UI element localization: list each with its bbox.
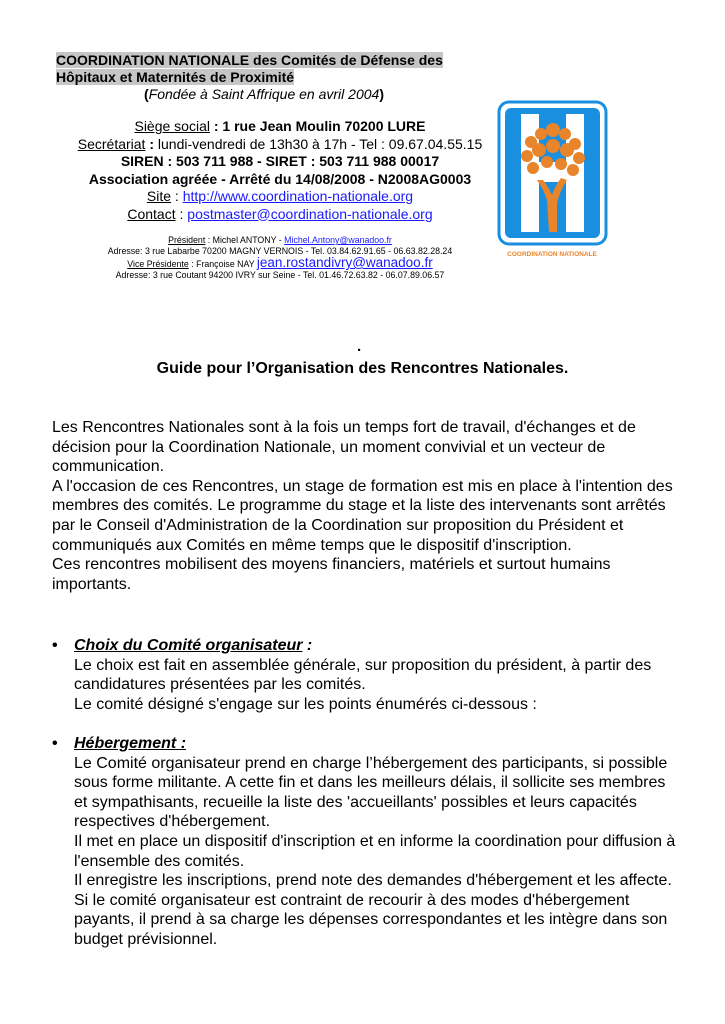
section-paragraph: Si le comité organisateur est contraint de recourir à des modes d'hébergement payants, il prend à sa charge les dépenses correspondantes et les intègre dans son budget prévisionnel. (74, 891, 668, 948)
org-name-line2: Hôpitaux et Maternités de Proximité (56, 69, 295, 85)
organization-header (56, 52, 443, 103)
vp-email-link[interactable]: jean.rostandivry@wanadoo.fr (256, 255, 433, 270)
siren-line: SIREN : 503 711 988 - SIRET : 503 711 988 00017 (120, 153, 440, 169)
president-line: Président : Michel ANTONY - Michel.Antony@wanadoo.fr (168, 235, 392, 245)
agreement-line: Association agréée - Arrêté du 14/08/2008 - N2008AG0003 (88, 170, 472, 187)
org-name-line1: COORDINATION NATIONALE des Comités de Défense des (56, 52, 443, 68)
officers-block (40, 235, 520, 281)
president-email-link[interactable]: Michel.Antony@wanadoo.fr (284, 235, 392, 245)
siege-line: Siège social : 1 rue Jean Moulin 70200 LURE (134, 118, 426, 134)
section-choix (52, 636, 682, 714)
founded-line: (Fondée à Saint Affrique en avril 2004) (144, 86, 384, 102)
contact-block (40, 118, 520, 223)
section-paragraph: Le choix est fait en assemblée générale, sur proposition du président, à partir des candidatures présentées par les comités. (74, 656, 652, 694)
site-link[interactable]: http://www.coordination-nationale.org (182, 188, 414, 204)
section-heading: • Choix du Comité organisateur : (52, 636, 682, 656)
founded-text: Fondée à Saint Affrique en avril 2004 (148, 86, 380, 102)
intro-text (52, 418, 682, 594)
section-paragraph: Il met en place un dispositif d'inscription et en informe la coordination pour diffusion à l'ensemble des comités. (74, 832, 676, 870)
vp-line: Vice Présidente : Françoise NAY jean.rostandivry@wanadoo.fr (127, 255, 433, 270)
page-title: Guide pour l’Organisation des Rencontres Nationales. (156, 360, 569, 377)
site-line: Site : http://www.coordination-nationale.org (146, 188, 414, 204)
separator-dot: . (357, 338, 362, 355)
coordination-logo (497, 100, 608, 260)
contact-line: Contact : postmaster@coordination-nationale.org (127, 205, 433, 222)
section-paragraph: Le Comité organisateur prend en charge l’hébergement des participants, si possible sous forme militante. A cette fin et dans les meilleurs délais, il sollicite ses membres et sympathisants, recueille la liste des 'accueillants' possibles et leurs capacités respectives d'hébergement. (74, 754, 668, 831)
section-heading: • Hébergement : (52, 734, 682, 754)
intro-paragraph: Ces rencontres mobilisent des moyens financiers, matériels et surtout humains importants. (52, 556, 611, 593)
intro-paragraph: A l'occasion de ces Rencontres, un stage de formation est mis en place à l'intention des membres des comités. Le programme du stage et la liste des intervenants sont arrêtés par le Conseil d'Administration de la Coordination sur proposition du Président et communiqués aux Comités en même temps que le dispositif d'inscription. (52, 477, 673, 554)
section-paragraph: Il enregistre les inscriptions, prend note des demandes d'hébergement et les affecte. (74, 872, 672, 890)
president-address: Adresse: 3 rue Labarbe 70200 MAGNY VERNOIS - Tel. 03.84.62.91.65 - 06.63.82.28.24 (107, 246, 453, 256)
contact-email-link[interactable]: postmaster@coordination-nationale.org (187, 205, 433, 222)
secretariat-line: Secrétariat : lundi-vendredi de 13h30 à 17h - Tel : 09.67.04.55.15 (77, 135, 483, 152)
logo-caption: COORDINATION NATIONALE (507, 251, 597, 258)
vp-address: Adresse: 3 rue Coutant 94200 IVRY sur Seine - Tel. 01.46.72.63.82 - 06.07.89.06.57 (115, 270, 445, 280)
section-hebergement (52, 734, 682, 950)
logo-tree-icon (497, 100, 608, 260)
section-paragraph: Le comité désigné s'engage sur les points énumérés ci-dessous : (74, 695, 537, 713)
intro-paragraph: Les Rencontres Nationales sont à la fois un temps fort de travail, d'échanges et de décision pour la Coordination Nationale, un moment convivial et un vecteur de communication. (52, 419, 636, 476)
